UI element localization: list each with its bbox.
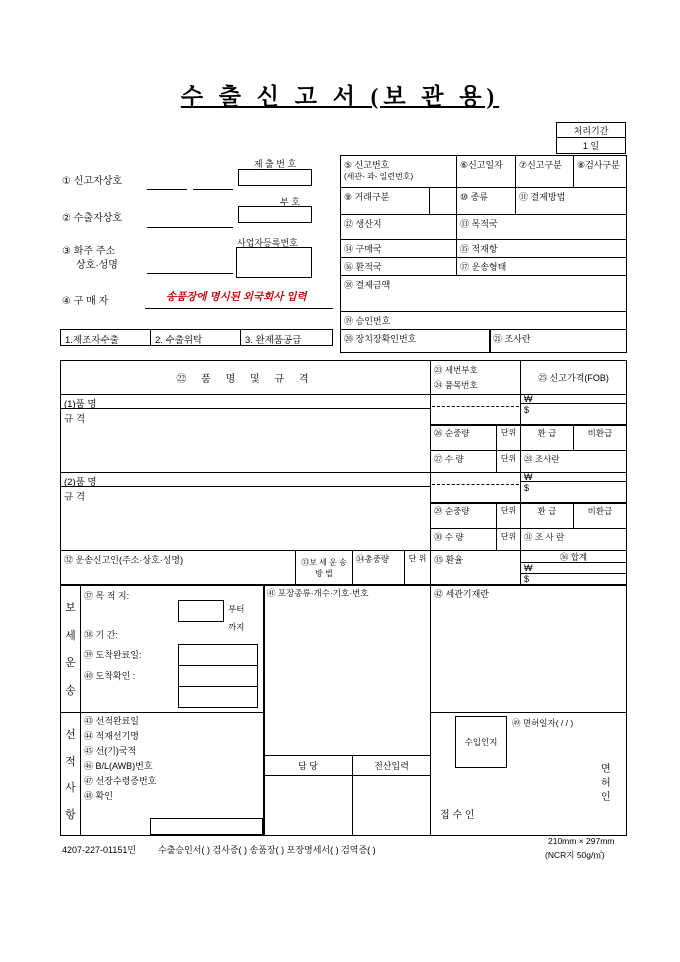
exporter-name-line[interactable] [147, 227, 233, 228]
from-label: 부터 [228, 604, 245, 614]
shipping-side-char: 항 [65, 808, 76, 821]
bonded-method-line1: ㉝보 세 운 송 [301, 558, 347, 567]
shipping-row-label: ㊼ 선장수령증번호 [84, 776, 157, 786]
shipping-row-label: ㊺ 선(기)국적 [84, 746, 137, 756]
hs-code-cell [430, 360, 521, 395]
inspection-type-cell: ⑧검사구분 [573, 155, 627, 188]
item1-hs-dash [432, 406, 519, 407]
bonded-method-line2: 방 법 [315, 569, 333, 578]
kind-cell: ⑩ 종류 [456, 187, 516, 215]
item-number-label: ㉔ 품목번호 [434, 379, 478, 390]
purchasing-country-cell: ⑭ 구매국 [340, 239, 457, 258]
item2-net-unit-cell: 단위 [496, 502, 521, 529]
shipping-side-char: 사 [65, 782, 76, 795]
approval-number-cell: ⑲ 승인번호 [340, 311, 627, 330]
origin-cell: ⑫ 생산지 [340, 214, 457, 240]
declaration-date-cell: ⑥신고일자 [456, 155, 516, 188]
exporter-code-label: 부 호 [280, 197, 300, 207]
owner-address-label: ③ 화주 주소 [62, 246, 116, 257]
exporter-name-label: ② 수출자상호 [62, 213, 123, 224]
to-label: 까지 [228, 622, 245, 632]
bonded-field-1[interactable] [178, 644, 258, 666]
item2-qty-cell: ㉚ 수 량 [430, 528, 497, 551]
item1-qty-unit-cell: 단위 [496, 450, 521, 473]
bonded-side-char: 송 [65, 685, 76, 698]
item2-name-row[interactable]: (2)품 명 [60, 472, 431, 487]
item2-dollar-symbol: $ [520, 481, 627, 504]
computer-entry-label: 전산입력 [353, 756, 430, 776]
fob-price-label: ㉕ 신고가격(FOB) [520, 360, 627, 395]
business-reg-label: 사업자등록번호 [237, 238, 298, 248]
licenser-char: 인 [601, 792, 611, 803]
item2-spec-cell[interactable]: 규 격 [60, 486, 431, 551]
submission-number-label: 제 출 번 호 [253, 159, 297, 169]
revenue-stamp-box: 수입인지 [455, 716, 507, 768]
licenser-char: 허 [601, 778, 611, 789]
warehouse-confirm-cell: ⑳ 장치장확인번호 [340, 329, 491, 353]
shipping-row-label: ㊻ B/L(AWB)번호 [84, 761, 153, 771]
footer-form-code: 4207-227-01151민 [62, 845, 137, 855]
examination-cell: ㉑ 조사란 [489, 329, 627, 353]
bonded-side-char: 세 [65, 629, 76, 642]
declarant-name-line[interactable] [147, 189, 187, 190]
gross-weight-cell: ㉞총중량 [352, 550, 405, 586]
destination-label: ㊲ 목 적 지: [84, 591, 130, 601]
staff-label: 담 당 [264, 756, 352, 776]
export-type-option-1[interactable]: 1.제조자수출 [60, 329, 151, 346]
item2-net-weight-cell: ㉙ 순중량 [430, 502, 497, 529]
footer-attachments: 수출승인서( ) 검사증( ) 송품장( ) 포장명세서( ) 검역증( ) [158, 845, 376, 855]
transport-type-cell: ⑰ 운송형태 [456, 257, 627, 276]
item2-refund-cell: 환 급 [520, 502, 574, 529]
business-reg-field[interactable] [236, 247, 312, 278]
gross-weight-unit-cell: 단 위 [404, 550, 431, 586]
license-date-label: ㊾ 면허일자( / / ) [512, 718, 574, 728]
total-dollar-symbol: $ [521, 573, 626, 585]
transaction-type-cell: ⑨ 거래구분 [340, 187, 430, 215]
invoice-note: 송품장에 명시된 외국회사 입력 [166, 291, 307, 303]
shipping-side-char: 적 [65, 755, 76, 768]
destination-country-cell: ⑬ 목적국 [456, 214, 627, 240]
buyer-label: ④ 구 매 자 [62, 296, 109, 307]
item2-qty-unit-cell: 단위 [496, 528, 521, 551]
period-label: ㊳ 기 간: [84, 630, 118, 640]
transaction-type-value-cell [429, 187, 457, 215]
shipping-row-label: ㊽ 확인 [84, 791, 113, 801]
item1-refund-cell: 환 급 [520, 424, 574, 451]
declaration-number-label: ⑤ 신고번호 [344, 160, 390, 170]
processing-period-label: 처리기간 [556, 122, 626, 138]
payment-amount-cell: ⑱ 결제금액 [340, 275, 627, 312]
transshipment-country-cell: ⑯ 환적국 [340, 257, 457, 276]
bonded-field-2[interactable] [178, 665, 258, 687]
item2-no-refund-cell: 비환급 [573, 502, 627, 529]
shipping-side-strip [60, 712, 81, 836]
item1-no-refund-cell: 비환급 [573, 424, 627, 451]
owner-name-line[interactable] [147, 273, 233, 274]
licenser-label [601, 763, 611, 805]
shipping-row-label: ㊸ 선적완료일 [84, 716, 139, 726]
submission-number-field[interactable] [238, 169, 312, 186]
shipping-side-char: 선 [65, 729, 76, 742]
receipt-label: 접 수 인 [440, 810, 475, 821]
processing-period-value: 1 일 [556, 137, 626, 154]
arrival-confirm-label: ㊵ 도착확인 : [84, 671, 136, 681]
item1-won-symbol: ₩ [520, 394, 627, 404]
form-title: 수 출 신 고 서 (보 관 용) [180, 84, 500, 109]
total-label: ㊱ 합계 [559, 552, 588, 562]
packing-cell: ㊶ 포장종류·개수·기호·번호 [263, 584, 431, 756]
shipping-row-label: ㊹ 적재선기명 [84, 731, 139, 741]
declaration-number-sub: (세관- 과- 일련번호) [344, 172, 414, 181]
declaration-number-cell [340, 155, 457, 188]
exchange-rate-cell: ㉟ 환율 [430, 550, 521, 586]
declarant-name-line[interactable] [193, 189, 233, 190]
item1-net-unit-cell: 단위 [496, 424, 521, 451]
staff-column [263, 755, 353, 836]
bonded-side-char: 보 [65, 601, 76, 614]
total-won-symbol: ₩ [521, 562, 626, 573]
item1-dollar-symbol: $ [520, 403, 627, 426]
declarant-name-label: ① 신고자상호 [62, 176, 123, 187]
hs-code-label: ㉓ 세번부호 [434, 365, 478, 376]
export-type-option-2[interactable]: 2. 수출위탁 [150, 329, 241, 346]
destination-field[interactable] [178, 600, 224, 622]
declaration-type-cell: ⑦신고구분 [515, 155, 574, 188]
payment-method-cell: ⑪ 결제방법 [515, 187, 627, 215]
item2-hs-value-cell[interactable] [430, 472, 521, 504]
footer-paper-type: (NCR지 50g/㎡) [545, 850, 605, 860]
item2-exam-cell: ㉛ 조 사 란 [520, 528, 627, 551]
item1-hs-value-cell[interactable] [430, 394, 521, 426]
arrival-date-label: ㊴ 도착완료일: [84, 650, 142, 660]
computer-entry-column [352, 755, 431, 836]
item1-qty-cell: ㉗ 수 량 [430, 450, 497, 473]
bonded-field-3[interactable] [178, 686, 258, 708]
item1-net-weight-cell: ㉖ 순중량 [430, 424, 497, 451]
goods-header-cell: ㉒ 품 명 및 규 격 [60, 360, 431, 395]
item1-name-row[interactable]: (1)품 명 [60, 394, 431, 409]
licenser-char: 면 [601, 764, 611, 775]
total-cell [520, 550, 627, 586]
footer-paper-size: 210mm × 297mm [548, 836, 615, 846]
bonded-method-cell [295, 550, 353, 586]
item1-exam-cell: ㉘ 조사란 [520, 450, 627, 473]
item1-spec-cell[interactable]: 규 격 [60, 408, 431, 473]
transport-declarant-cell: ㉜ 운송신고인(주소·상호·성명) [60, 550, 296, 586]
bonded-side-strip [60, 584, 81, 713]
item2-hs-dash [432, 484, 519, 485]
loading-port-cell: ⑮ 적재항 [456, 239, 627, 258]
customs-note-cell: ㊷ 세관기재란 [430, 584, 627, 713]
item2-won-symbol: ₩ [520, 472, 627, 482]
bonded-side-char: 운 [65, 657, 76, 670]
exporter-code-field[interactable] [238, 206, 312, 223]
export-type-option-3[interactable]: 3. 완제품공급 [240, 329, 333, 346]
owner-name-label: 상호·성명 [76, 260, 118, 271]
buyer-line[interactable] [145, 308, 333, 309]
confirm-field[interactable] [150, 818, 263, 835]
